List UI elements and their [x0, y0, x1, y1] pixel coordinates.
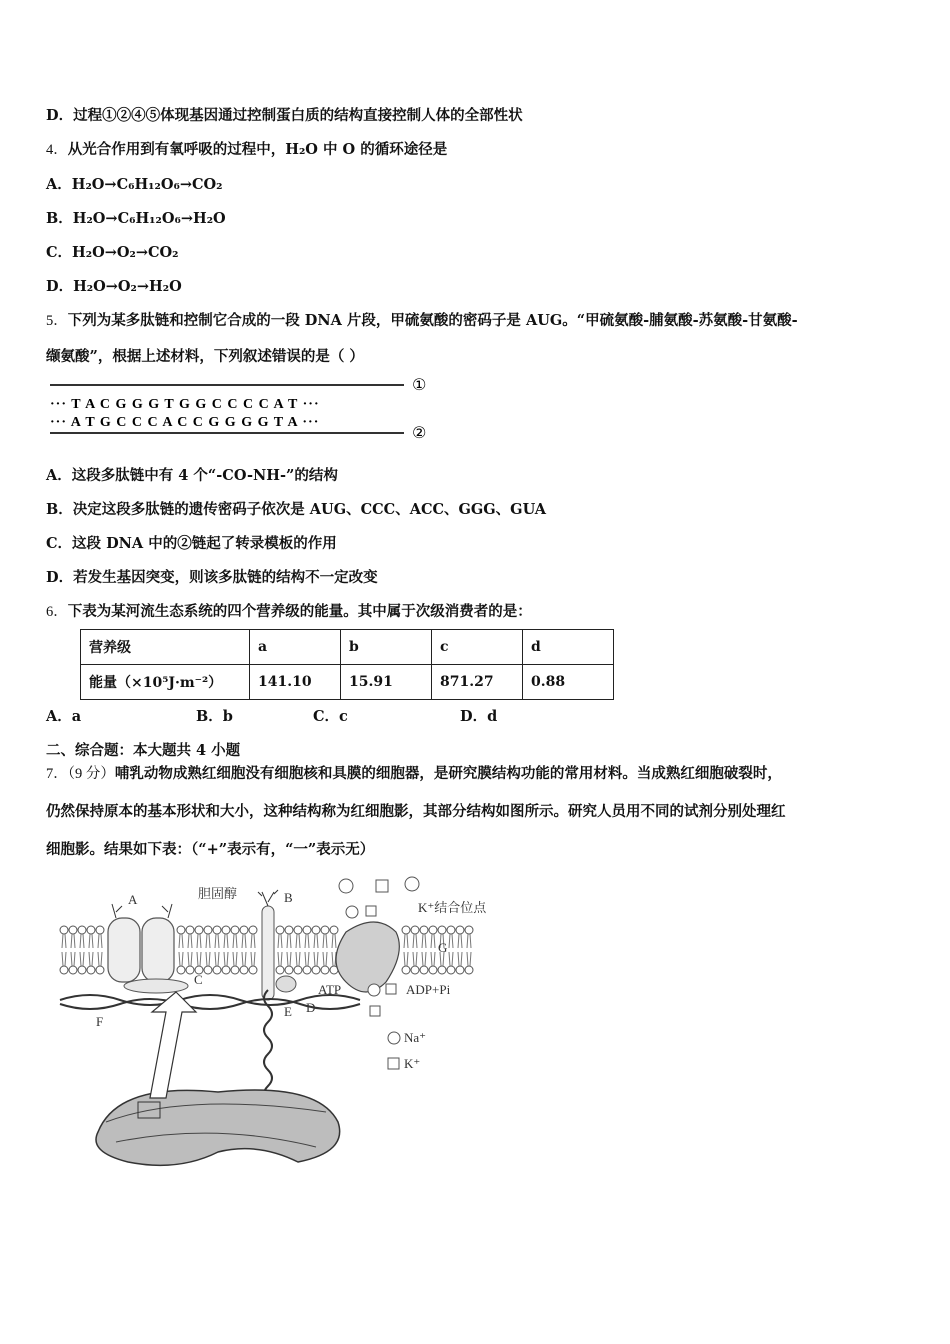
dna-strand-1: ··· T A C G G G T G G C C C C A T ··· — [50, 397, 320, 412]
q4-option-d: D．H₂O→O₂→H₂O — [46, 278, 182, 295]
lipid-head — [312, 926, 320, 934]
lipid-head — [438, 926, 446, 934]
lipid-tail — [278, 934, 282, 966]
q4-option-b: B．H₂O→C₆H₁₂O₆→H₂O — [46, 210, 226, 227]
lipid-head — [330, 926, 338, 934]
label-c: C — [194, 972, 203, 987]
lipid-head — [420, 926, 428, 934]
q6-stem — [46, 600, 532, 621]
lipid-head — [222, 966, 230, 974]
red-cell-shadow — [96, 1090, 340, 1165]
label-atp: ATP — [318, 982, 342, 997]
table-header-cell: 营养级 — [81, 630, 250, 665]
lipid-head — [402, 966, 410, 974]
table-cell: 0.88 — [523, 665, 614, 700]
q7-number: 7． — [46, 766, 68, 782]
lipid-tail — [62, 934, 66, 966]
lipid-head — [294, 966, 302, 974]
table-cell: 141.10 — [250, 665, 341, 700]
lipid-head — [186, 966, 194, 974]
lipid-tail — [188, 934, 192, 966]
lipid-tail — [332, 934, 336, 966]
table-cell: 15.91 — [341, 665, 432, 700]
q6-option-d: D．d — [460, 708, 498, 725]
lipid-head — [78, 926, 86, 934]
q6-number: 6． — [46, 604, 68, 620]
lipid-tail — [224, 934, 228, 966]
energy-table-row — [81, 665, 614, 700]
lipid-tail — [242, 934, 246, 966]
lipid-head — [96, 966, 104, 974]
protein-a — [108, 918, 174, 982]
lipid-tail — [431, 934, 435, 966]
lipid-head — [420, 966, 428, 974]
lipid-tail — [251, 934, 255, 966]
lipid-head — [60, 966, 68, 974]
lipid-tail — [80, 934, 84, 966]
q4-stem-text: 从光合作用到有氧呼吸的过程中，H₂O 中 O 的循环途径是 — [67, 141, 448, 158]
label-e: E — [284, 1004, 292, 1019]
lipid-head — [186, 926, 194, 934]
lipid-tail — [98, 934, 102, 966]
lipid-tail — [305, 934, 309, 966]
lipid-head — [69, 966, 77, 974]
protein-b — [262, 906, 274, 1000]
lipid-tail — [287, 934, 291, 966]
q6-option-a: A．a — [46, 708, 82, 725]
lipid-tail — [458, 934, 462, 966]
table-header-cell: c — [432, 630, 523, 665]
q5-stem-text: 下列为某多肽链和控制它合成的一段 DNA 片段，甲硫氨酸的密码子是 AUG。“甲硫氨酸-脯氨酸-苏氨酸-甘氨酸- — [67, 312, 798, 329]
lipid-tail — [323, 934, 327, 966]
dna-strand-2: ··· A T G C C C A C C G G G G T A ··· — [50, 415, 320, 430]
zoom-arrow — [150, 992, 196, 1098]
lipid-head — [303, 966, 311, 974]
q7-line1 — [46, 755, 906, 793]
table-cell: 871.27 — [432, 665, 523, 700]
label-k-legend: K⁺ — [404, 1056, 421, 1071]
lipid-head — [213, 926, 221, 934]
lipid-tail — [404, 934, 408, 966]
q5-number: 5． — [46, 313, 68, 329]
lipid-tail — [314, 934, 318, 966]
lipid-tail — [206, 934, 210, 966]
label-g: G — [438, 940, 448, 955]
lipid-head — [60, 926, 68, 934]
lipid-head — [195, 926, 203, 934]
lipid-head — [231, 966, 239, 974]
lipid-head — [69, 926, 77, 934]
q7-line2: 仍然保持原本的基本形状和大小，这种结构称为红细胞影，其部分结构如图所示。研究人员用不同的试剂分别处理红 — [46, 803, 786, 820]
dna-figure — [46, 376, 446, 442]
protein-g-pump — [336, 922, 399, 992]
energy-table — [80, 629, 614, 700]
lipid-head — [312, 966, 320, 974]
lipid-head — [456, 926, 464, 934]
lipid-tail — [197, 934, 201, 966]
lipid-head — [411, 966, 419, 974]
q5-stem-line2: 缬氨酸”，根据上述材料，下列叙述错误的是（ ） — [46, 348, 364, 365]
lipid-tail — [233, 934, 237, 966]
lipid-head — [276, 966, 284, 974]
lipid-head — [285, 966, 293, 974]
lipid-tail — [296, 934, 300, 966]
q5-option-b: B．决定这段多肽链的遗传密码子依次是 AUG、CCC、ACC、GGG、GUA — [46, 501, 547, 518]
lipid-head — [429, 966, 437, 974]
q5-option-a: A．这段多肽链中有 4 个“-CO-NH-”的结构 — [46, 467, 338, 484]
lipid-head — [294, 926, 302, 934]
q4-stem — [46, 138, 447, 159]
lipid-head — [87, 926, 95, 934]
q7-line1-text: 哺乳动物成熟红细胞没有细胞核和具膜的细胞器，是研究膜结构功能的常用材料。当成熟红细胞破裂时， — [114, 765, 782, 782]
lipid-head — [321, 926, 329, 934]
label-b: B — [284, 890, 293, 905]
lipid-head — [240, 926, 248, 934]
section2-title: 二、综合题：本大题共 4 小题 — [46, 742, 241, 759]
dna-label-1: ① — [412, 376, 427, 394]
protein-c — [124, 979, 188, 993]
lipid-head — [213, 966, 221, 974]
lipid-tail — [413, 934, 417, 966]
lipid-tail — [71, 934, 75, 966]
label-k-site: K⁺结合位点 — [418, 900, 487, 915]
lipid-tail — [449, 934, 453, 966]
lipid-head — [249, 926, 257, 934]
table-header-cell: d — [523, 630, 614, 665]
lipid-head — [465, 926, 473, 934]
lipid-head — [276, 926, 284, 934]
table-header-cell: a — [250, 630, 341, 665]
lipid-tail — [179, 934, 183, 966]
q4-option-a: A．H₂O→C₆H₁₂O₆→CO₂ — [46, 176, 223, 193]
lipid-head — [177, 966, 185, 974]
label-f: F — [96, 1014, 104, 1029]
membrane-figure — [56, 872, 516, 1182]
q6-option-b: B．b — [196, 708, 233, 725]
table-row-label: 能量（×10⁵J·m⁻²） — [81, 665, 250, 700]
lipid-head — [402, 926, 410, 934]
table-header-cell: b — [341, 630, 432, 665]
q6-option-c: C．c — [313, 708, 348, 725]
q7-text — [46, 755, 906, 869]
lipid-head — [240, 966, 248, 974]
lipid-head — [96, 926, 104, 934]
q5-option-c: C．这段 DNA 中的②链起了转录模板的作用 — [46, 535, 337, 552]
label-a: A — [128, 892, 138, 907]
lipid-tail — [422, 934, 426, 966]
label-d: D — [306, 1000, 316, 1015]
q5-stem-line1 — [46, 309, 798, 330]
lipid-head — [204, 926, 212, 934]
lipid-head — [447, 966, 455, 974]
q4-number: 4． — [46, 142, 68, 158]
lipid-head — [321, 966, 329, 974]
q3-option-d: D．过程①②④⑤体现基因通过控制蛋白质的结构直接控制人体的全部性状 — [46, 107, 523, 124]
label-cholesterol: 胆固醇 — [198, 886, 238, 901]
lipid-head — [303, 926, 311, 934]
lipid-head — [465, 966, 473, 974]
q6-stem-text: 下表为某河流生态系统的四个营养级的能量。其中属于次级消费者的是： — [67, 603, 532, 620]
lipid-head — [447, 926, 455, 934]
label-na-legend: Na⁺ — [404, 1030, 427, 1045]
lipid-head — [249, 966, 257, 974]
q4-option-c: C．H₂O→O₂→CO₂ — [46, 244, 179, 261]
lipid-head — [438, 966, 446, 974]
q5-option-d: D．若发生基因突变，则该多肽链的结构不一定改变 — [46, 569, 378, 586]
lipid-head — [78, 966, 86, 974]
lipid-head — [411, 926, 419, 934]
lipid-head — [231, 926, 239, 934]
protein-d — [276, 976, 296, 992]
lipid-head — [204, 966, 212, 974]
lipid-head — [456, 966, 464, 974]
lipid-head — [177, 926, 185, 934]
lipid-head — [87, 966, 95, 974]
lipid-head — [429, 926, 437, 934]
lipid-tail — [215, 934, 219, 966]
q7-score: （9 分） — [67, 766, 115, 782]
lipid-head — [285, 926, 293, 934]
energy-table-header — [81, 630, 614, 665]
q6-options — [46, 705, 646, 725]
lipid-tail — [467, 934, 471, 966]
label-adp: ADP+Pi — [406, 982, 451, 997]
q7-line3: 细胞影。结果如下表：（“+”表示有，“一”表示无） — [46, 841, 375, 858]
lipid-head — [222, 926, 230, 934]
lipid-tail — [89, 934, 93, 966]
dna-label-2: ② — [412, 423, 427, 442]
